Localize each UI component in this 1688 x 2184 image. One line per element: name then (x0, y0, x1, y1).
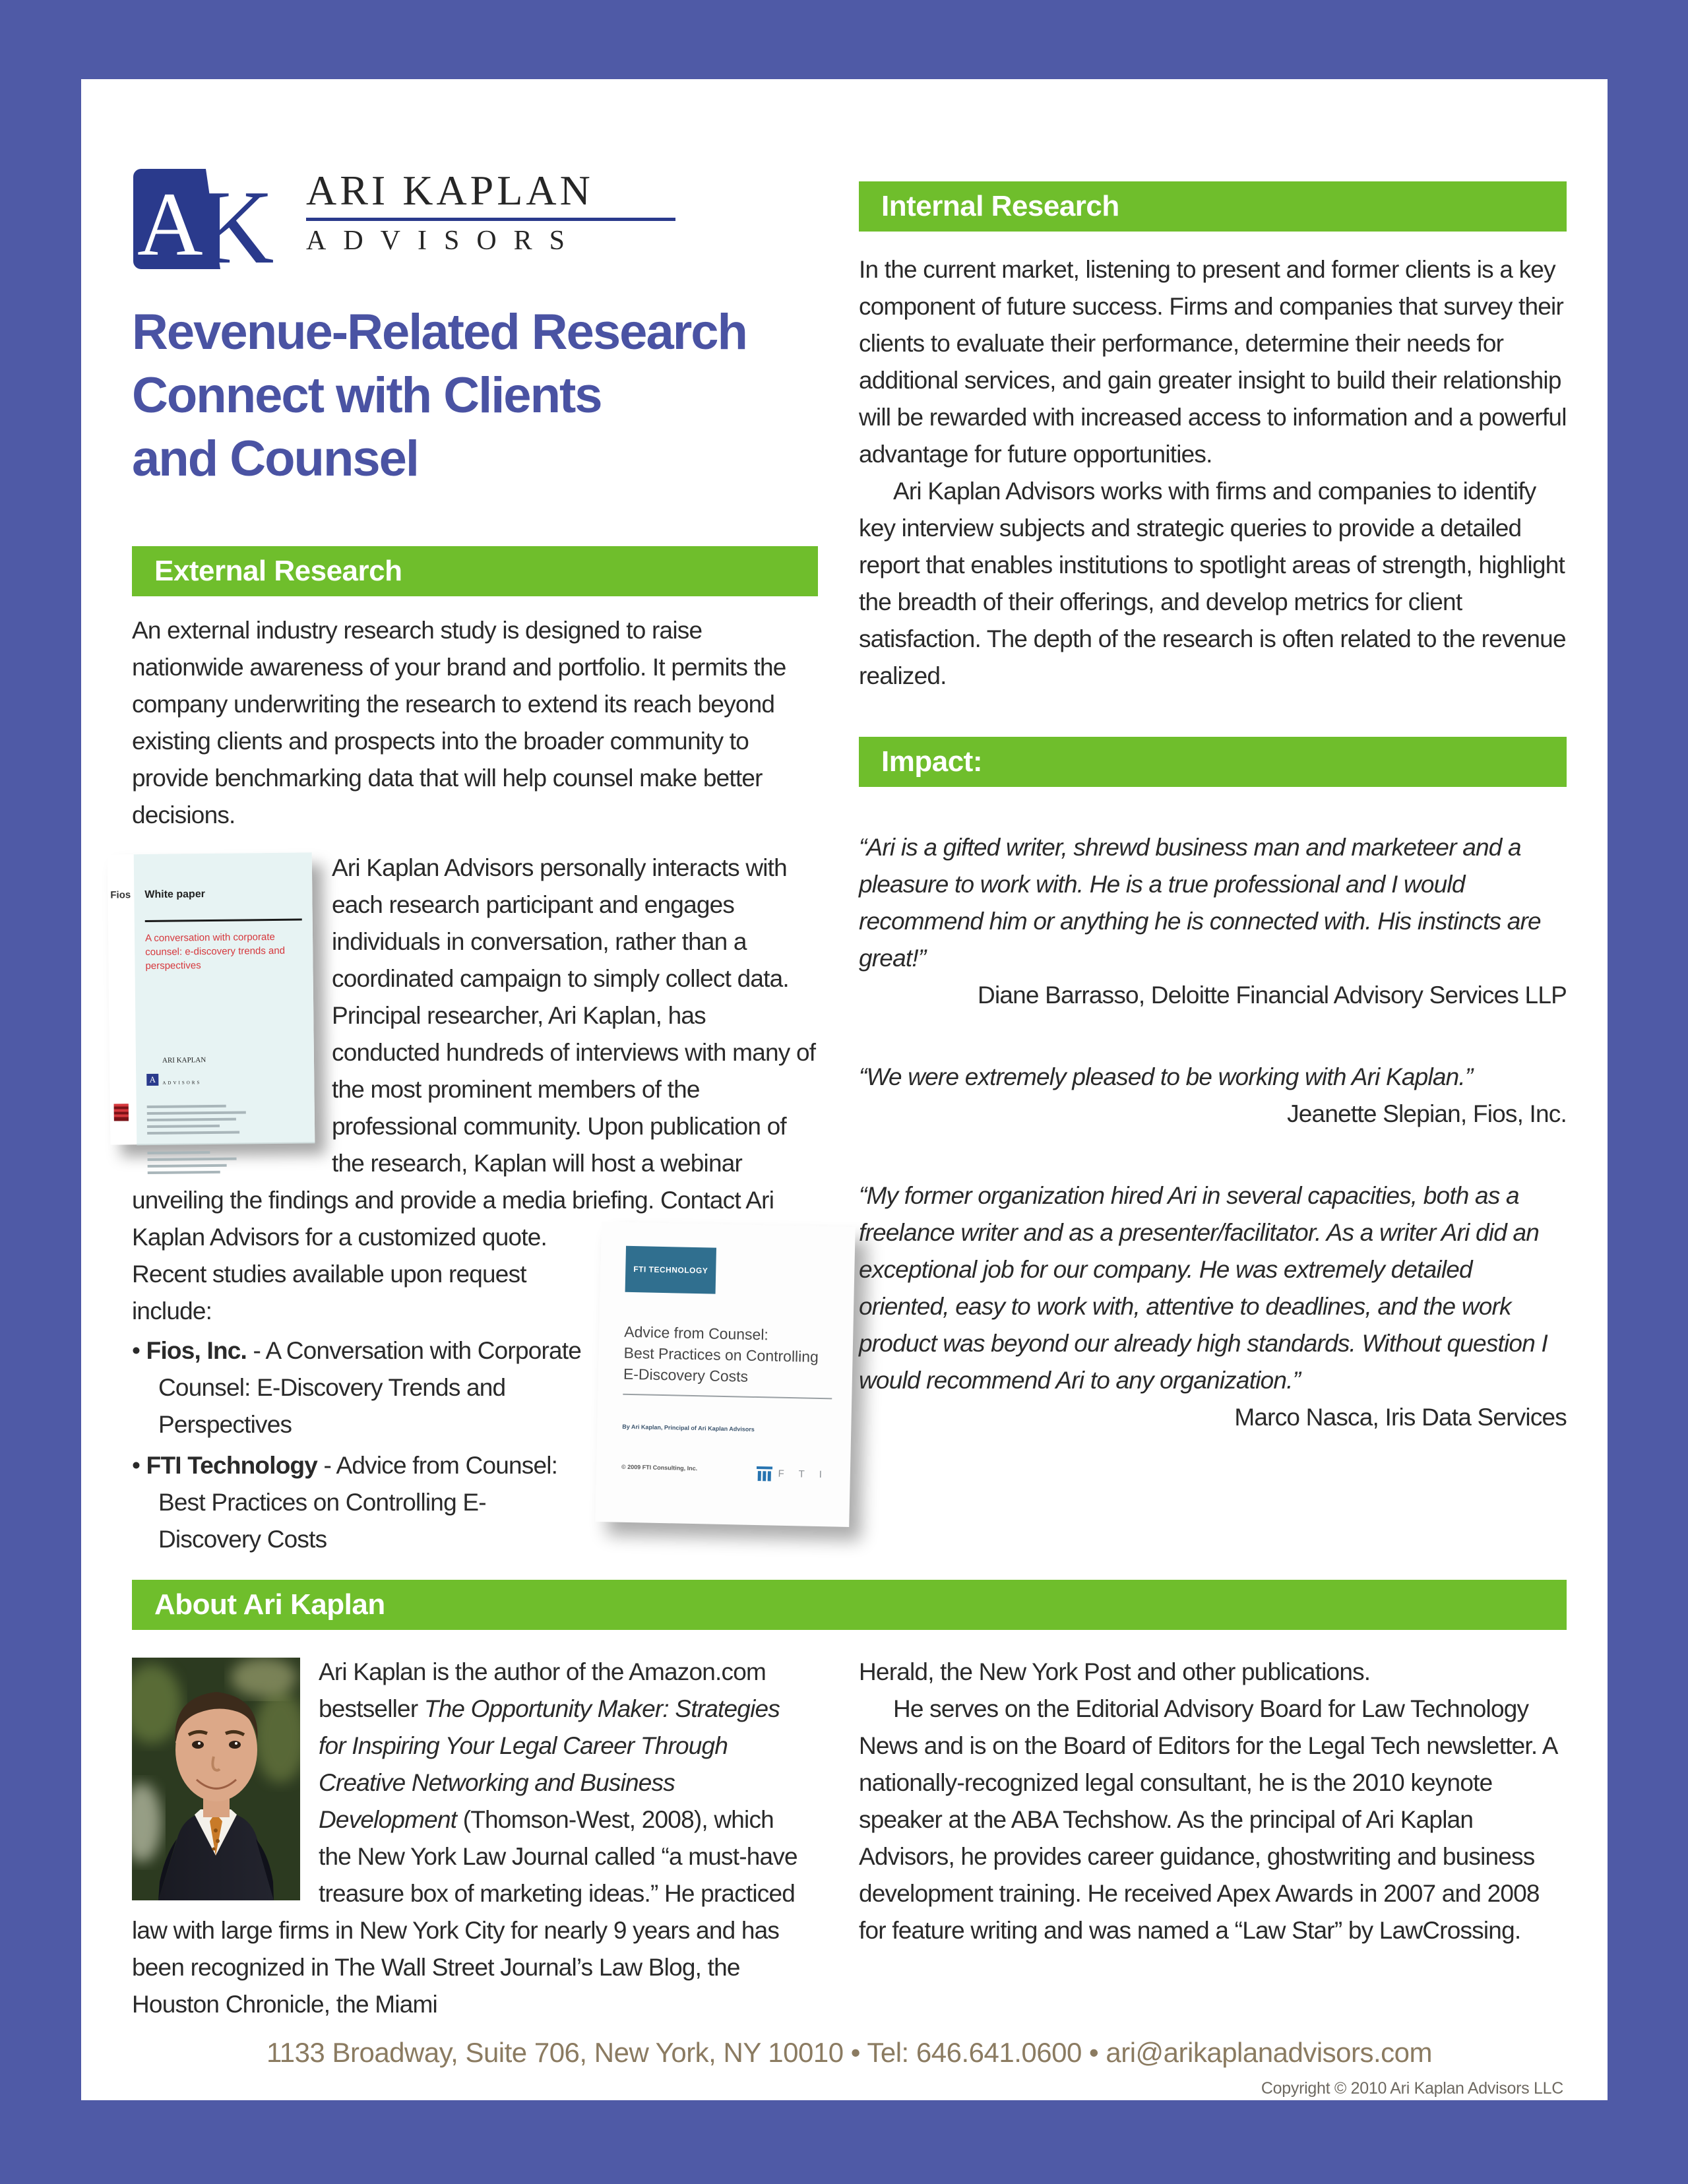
testimonial-quote: “Ari is a gifted writer, shrewd business man and marketeer and a pleasure to work with. He is a true professional and I would recommend him or anything he is connected with. His instincts are great!” (859, 834, 1541, 972)
logo-subname: ADVISORS (306, 226, 582, 256)
fine-print-line (147, 1111, 246, 1115)
fti-byline: By Ari Kaplan, Principal of Ari Kaplan Advisors (622, 1423, 755, 1433)
logo-name: ARI KAPLAN (306, 167, 594, 214)
ari-kaplan-advisors-logo (132, 165, 818, 282)
testimonial-attribution: Marco Nasca, Iris Data Services (1234, 1404, 1567, 1431)
fti-copyright: © 2009 FTI Consulting, Inc. (621, 1463, 698, 1472)
testimonial-attribution: Jeanette Slepian, Fios, Inc. (1287, 1100, 1567, 1127)
about-bio-paragraph-2: He serves on the Editorial Advisory Board for Law Technology News and is on the Board of Editors for the Legal Tech newsletter. A nationally-recognized legal consultant, he is the 2010 keynote speaker at the ABA Techshow. As the principal of Ari Kaplan Advisors, he provides career guidance, ghostwriting and business development training. He received Apex Awards in 2007 and 2008 for feature writing and was named a “Law Star” by LawCrossing. (859, 1695, 1557, 1944)
testimonial-attribution: Diane Barrasso, Deloitte Financial Advisory Services LLP (978, 982, 1567, 1009)
ari-kaplan-photo (132, 1658, 300, 1900)
fios-logo-mark (114, 1104, 129, 1121)
ak-monogram-icon (132, 165, 297, 276)
title-line-3: and Counsel (132, 431, 419, 487)
logo-wordmark (306, 165, 675, 257)
footer-contact-line: 1133 Broadway, Suite 706, New York, NY 10010 • Tel: 646.641.0600 • ari@arikaplanadvisors.com (266, 2037, 1433, 2068)
section-header-external-research: External Research (132, 546, 818, 596)
fti-technology-badge: FTI TECHNOLOGY (625, 1246, 716, 1294)
contact-paragraph: Contact Ari Kaplan Advisors for a customized quote. Recent studies available upon request include: (132, 1187, 774, 1325)
fios-rule (145, 919, 302, 922)
testimonial-quote: “My former organization hired Ari in several capacities, both as a freelance writer and as a presenter/facilitator. As a writer Ari did an exceptional job for our company. He was extremely detailed oriented, easy to work with, attentive to deadlines, and the work product was beyond our already high standards. Without question I would recommend Ari to any organization.” (859, 1182, 1547, 1394)
fine-print-line (147, 1118, 236, 1121)
fti-columns-icon (755, 1465, 773, 1483)
external-research-paragraph: An external industry research study is designed to raise nationwide awareness of your brand and portfolio. It permits the company underwriting the research to extend its reach beyond existing clients and prospects into the broader community to provide benchmarking data that will help counsel make better decisions. (132, 617, 786, 828)
fti-whitepaper-thumbnail (595, 1222, 855, 1527)
personal-interaction-paragraph: Ari Kaplan Advisors personally interacts with each research participant and engages individuals in conversation, rather than a coordinated campaign to simply collect data. Principal researcher, Ari Kaplan, has conducted hundreds of interviews with many of the most prominent members of the professional community. Upon publication of the research, Kaplan will host a webinar unveiling the findings and provide a media briefing. (132, 854, 816, 1214)
fios-ak-mini-logo: A ARI KAPLAN ADVISORS (146, 1056, 304, 1102)
research-flow-block (110, 850, 828, 1558)
right-column (859, 79, 1567, 1436)
fios-whitepaper-cover (134, 852, 315, 1144)
testimonial-quote: “We were extremely pleased to be working with Ari Kaplan.” (859, 1063, 1473, 1090)
ak-mini-icon: A (146, 1073, 158, 1085)
about-section (132, 1580, 1567, 2018)
internal-research-paragraph-1: In the current market, listening to present and former clients is a key component of future success. Firms and companies that survey their clients to evaluate their performance, determine their needs for additional services, and gain greater insight to build their relationship will be rewarded with increased access to information and a powerful advantage for future opportunities. (859, 256, 1567, 468)
title-line-1: Revenue-Related Research (132, 304, 747, 360)
fine-print-line (148, 1171, 220, 1174)
internal-research-paragraph-2: Ari Kaplan Advisors works with firms and companies to identify key interview subjects and strategic queries to provide a detailed report that enables institutions to spotlight areas of strength, highlight the breadth of their offerings, and develop metrics for client satisfaction. The depth of the research is often related to the revenue realized. (859, 478, 1566, 689)
fios-doc-type: White paper (144, 889, 205, 901)
fios-whitepaper-thumbnail (108, 852, 315, 1144)
footer-copyright: Copyright © 2010 Ari Kaplan Advisors LLC (1261, 2079, 1563, 2098)
page-title (132, 301, 818, 491)
fios-side-label: Fios (110, 889, 131, 901)
section-header-internal-research: Internal Research (859, 181, 1567, 232)
about-left-column (132, 1654, 811, 2023)
fti-paper-title: Advice from Counsel: Best Practices on Controlling E-Discovery Costs (623, 1321, 833, 1400)
study-list-item: • Fios, Inc. - A Conversation with Corporate Counsel: E-Discovery Trends and Perspectives (132, 1332, 818, 1443)
left-column (110, 79, 828, 1558)
flyer-page (81, 79, 1608, 2100)
study-list-item: • FTI Technology - Advice from Counsel: Best Practices on Controlling E-Discovery Costs (132, 1447, 818, 1558)
svg-text:A: A (137, 173, 203, 274)
fti-logo: F T I (755, 1455, 828, 1493)
fine-print-line (147, 1105, 226, 1108)
about-bio-continued: Herald, the New York Post and other publications. (859, 1658, 1371, 1685)
svg-text:K: K (198, 168, 274, 276)
about-bio-text: Ari Kaplan is the author of the Amazon.com bestseller The Opportunity Maker: Strategies for Inspiring Your Legal Career Through Creative Networking and Business Development (Thomson-West, 2008), which the New York Law Journal called “a must-have treasure box of marketing ideas.” He practiced law with large firms in New York City for nearly 9 years and has been recognized in The Wall Street Journal’s Law Blog, the Houston Chronicle, the Miami (132, 1658, 797, 2018)
logo-divider (306, 218, 675, 221)
fine-print-line (148, 1158, 237, 1161)
fine-print-line (147, 1125, 220, 1128)
section-header-impact: Impact: (859, 737, 1567, 787)
about-right-column (859, 1654, 1567, 1949)
fine-print-line (147, 1131, 239, 1135)
fios-paper-title: A conversation with corporate counsel: e-discovery trends and perspectives (144, 931, 286, 972)
title-line-2: Connect with Clients (132, 367, 602, 423)
section-header-about-ari-kaplan: About Ari Kaplan (132, 1580, 1567, 1630)
fine-print-line (148, 1164, 227, 1168)
fine-print-line (147, 1151, 210, 1154)
fios-divider (137, 1142, 315, 1145)
